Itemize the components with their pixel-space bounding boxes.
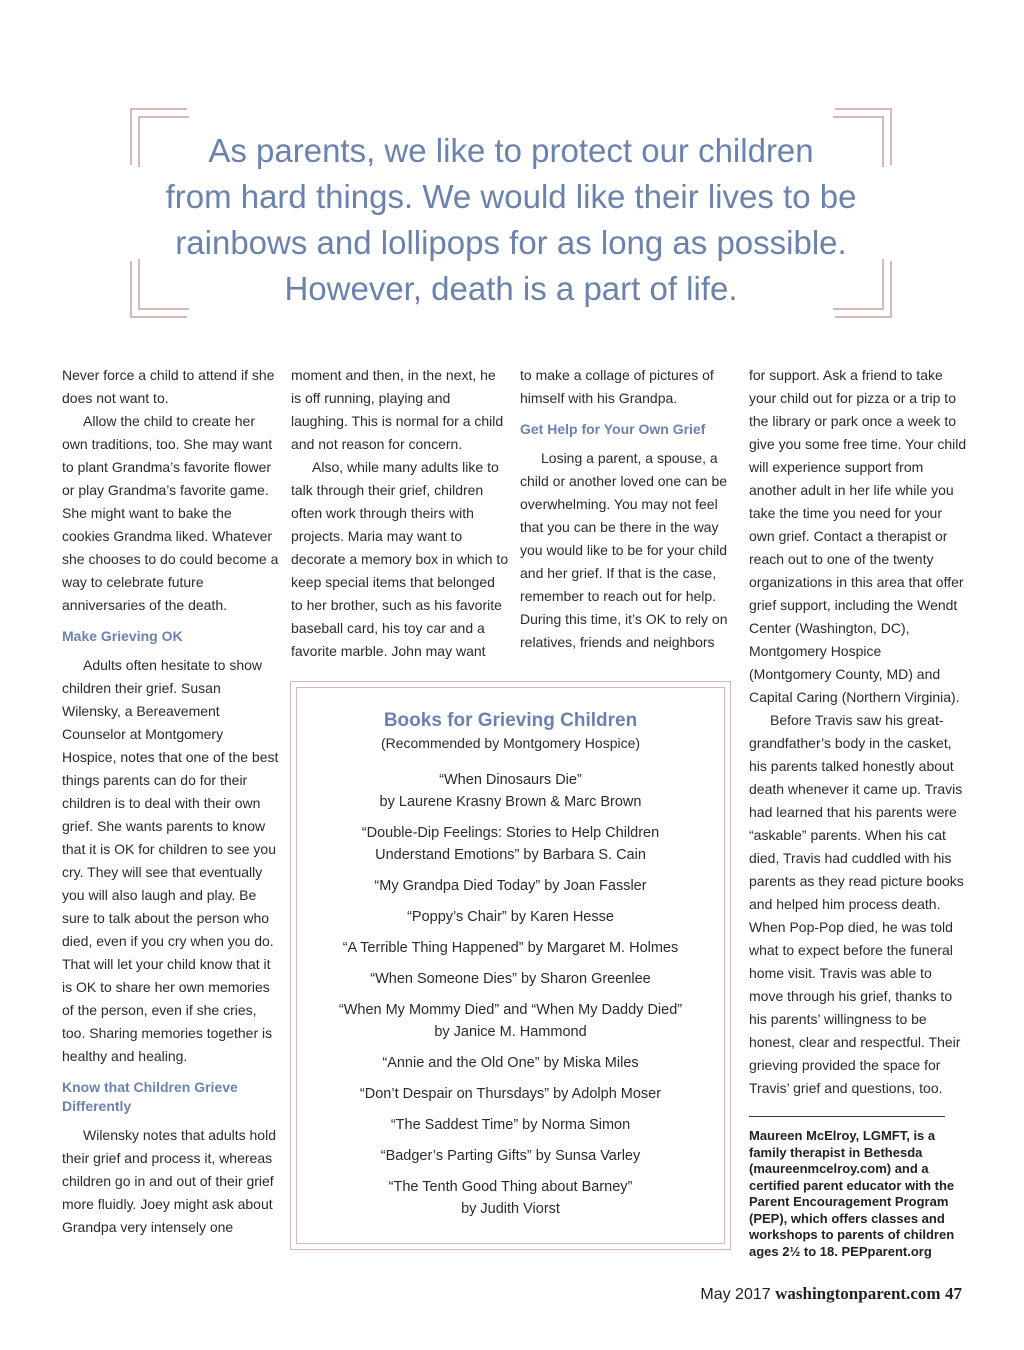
book-line: “The Saddest Time” by Norma Simon (390, 1117, 631, 1133)
subheading-children-grieve-differently: Know that Children Grieve Differently (62, 1079, 238, 1114)
book-line: “When My Mommy Died” and “When My Daddy Died” (338, 1002, 683, 1018)
book-item (297, 999, 724, 1043)
book-item (297, 968, 724, 990)
book-line: “The Tenth Good Thing about Barney” (388, 1179, 633, 1195)
subheading-get-help: Get Help for Your Own Grief (520, 421, 706, 437)
article-column-4 (749, 364, 967, 1260)
book-line: “When Dinosaurs Die” (439, 772, 582, 788)
page-number: 47 (945, 1284, 962, 1303)
paragraph: Wilensky notes that adults hold their grief and process it, whereas children go in and out of their grief more fluidly. Joey might ask about Grandpa very intensely one (62, 1127, 276, 1235)
book-item (297, 822, 724, 866)
author-bio: Maureen McElroy, LGMFT, is a family therapist in Bethesda (maureenmcelroy.com) and a certified parent educator with the Parent Encouragement Program (PEP), which offers classes and workshops to parents of children ages 2½ to 18. PEPparent.org (749, 1128, 955, 1259)
book-line: “When Someone Dies” by Sharon Greenlee (370, 971, 651, 987)
book-item (297, 1114, 724, 1136)
site-name: washingtonparent.com (775, 1284, 941, 1303)
book-item (297, 1145, 724, 1167)
pullquote-line: As parents, we like to protect our children (208, 132, 814, 169)
issue-date: May 2017 (700, 1286, 771, 1303)
book-line: “Badger’s Parting Gifts” by Sunsa Varley (380, 1148, 641, 1164)
paragraph: moment and then, in the next, he is off running, playing and laughing. This is normal for a child and not reason for concern. (291, 367, 504, 452)
books-sidebar (290, 681, 731, 1250)
paragraph: Before Travis saw his great-grandfather’s body in the casket, his parents talked honestly about death whenever it came up. Travis had learned that his parents were “askable” parents. When his cat died, Travis had cuddled with his parents as they read picture books and helped him process death. When Pop-Pop died, he was told what to expect before the funeral home visit. Travis was able to move through his grief, thanks to his parents’ willingness to be honest, clear and respectful. Their grieving provided the space for Travis’ grief and questions, too. (749, 712, 964, 1096)
article-column-3 (520, 364, 738, 654)
paragraph: Allow the child to create her own traditions, too. She may want to plant Grandma’s favorite flower or play Grandma’s favorite game. She might want to bake the cookies Grandma liked. Whatever she chooses to do could become a way to celebrate future anniversaries of the death. (62, 413, 279, 613)
pullquote-line: from hard things. We would like their lives to be (165, 178, 857, 215)
pullquote-line: However, death is a part of life. (284, 270, 738, 307)
pullquote-line: rainbows and lollipops for as long as possible. (175, 224, 847, 261)
book-line: “Don’t Despair on Thursdays” by Adolph Moser (359, 1086, 662, 1102)
book-line: by Laurene Krasny Brown & Marc Brown (379, 794, 642, 810)
book-item (297, 1083, 724, 1105)
paragraph: Losing a parent, a spouse, a child or another loved one can be overwhelming. You may not feel that you can be there in the way you would like to be for your child and her grief. If that is the case, remember to reach out for help. During this time, it’s OK to rely on relatives, friends and neighbors (520, 450, 728, 650)
page-footer (700, 1284, 962, 1304)
book-item (297, 1052, 724, 1074)
article-column-1 (62, 364, 280, 1239)
subheading-make-grieving-ok: Make Grieving OK (62, 628, 183, 644)
book-line: “My Grandpa Died Today” by Joan Fassler (374, 878, 647, 894)
book-line: “A Terrible Thing Happened” by Margaret M. Holmes (342, 940, 679, 956)
paragraph: Adults often hesitate to show children their grief. Susan Wilensky, a Bereavement Counselor at Montgomery Hospice, notes that one of the best things parents can do for their children is to deal with their own grief. She wants parents to know that it is OK for children to see you cry. They will see that eventually you will also laugh and play. Be sure to talk about the person who died, even if you cry when you do. That will let your child know that it is OK to share her own memories of the person, even if she cries, too. Sharing memories together is healthy and healing. (62, 657, 279, 1064)
book-line: “Poppy’s Chair” by Karen Hesse (407, 909, 614, 925)
book-item (297, 1176, 724, 1220)
book-line: by Judith Viorst (461, 1201, 560, 1217)
books-sidebar-inner (296, 687, 725, 1244)
pullquote-frame (130, 108, 892, 318)
books-title: Books for Grieving Children (383, 710, 638, 731)
book-line: “Double-Dip Feelings: Stories to Help Children (361, 825, 660, 841)
book-line: “Annie and the Old One” by Miska Miles (382, 1055, 639, 1071)
paragraph: Never force a child to attend if she does not want to. (62, 367, 275, 406)
book-item (297, 906, 724, 928)
paragraph: for support. Ask a friend to take your child out for pizza or a trip to the library or park once a week to give you some free time. Your child will experience support from another adult in her life while you take the time you need for your own grief. Contact a therapist or reach out to one of the twenty organizations in this area that offer grief support, including the Wendt Center (Washington, DC), Montgomery Hospice (Montgomery County, MD) and Capital Caring (Northern Virginia). (749, 367, 967, 705)
paragraph: Also, while many adults like to talk through their grief, children often work through theirs with projects. Maria may want to decorate a memory box in which to keep special items that belonged to her brother, such as his favorite baseball card, his toy car and a favorite marble. John may want (291, 459, 509, 659)
article-column-2 (291, 364, 509, 663)
books-subtitle: (Recommended by Montgomery Hospice) (380, 735, 641, 751)
book-item (297, 769, 724, 813)
book-item (297, 875, 724, 897)
book-item (297, 937, 724, 959)
paragraph: to make a collage of pictures of himself with his Grandpa. (520, 367, 714, 406)
book-line: by Janice M. Hammond (434, 1024, 587, 1040)
bio-divider (749, 1116, 945, 1117)
pullquote (150, 128, 872, 312)
book-line: Understand Emotions” by Barbara S. Cain (375, 847, 646, 863)
